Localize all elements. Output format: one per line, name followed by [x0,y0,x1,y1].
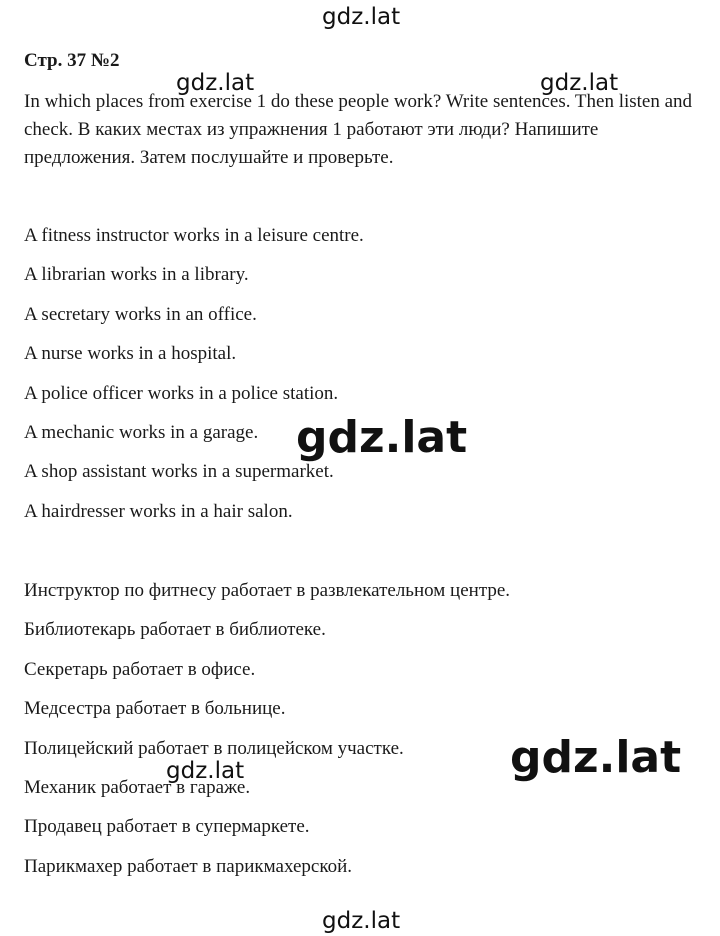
list-item: Секретарь работает в офисе. [24,658,256,680]
watermark-bottom: gdz.lat [322,908,401,934]
list-item: Парикмахер работает в парикмахерской. [24,855,353,877]
watermark-mid-right: gdz.lat [540,70,619,96]
russian-answers-list [24,579,510,894]
watermark-mid-left: gdz.lat [176,70,255,96]
watermark-lower-left: gdz.lat [166,758,245,784]
list-item: A nurse works in a hospital. [24,343,237,365]
list-item: A mechanic works in a garage. [24,421,259,443]
task-instruction: In which places from exercise 1 do these people work? Write sentences. Then listen and check. В каких местах из упражнения 1 работают эти люди? Напишите предложения. Затем послушайте и проверьте. [24,91,693,168]
page-heading: Стр. 37 №2 [24,50,120,71]
list-item: A librarian works in a library. [24,264,249,286]
list-item: Инструктор по фитнесу работает в развлекательном центре. [24,580,511,601]
list-item: A shop assistant works in a supermarket. [24,461,334,483]
list-item: Медсестра работает в больнице. [24,698,286,720]
list-item: Полицейский работает в полицейском участке. [24,737,404,759]
watermark-big-right: gdz.lat [510,732,682,783]
english-answers-list [24,224,364,539]
list-item: A police officer works in a police station. [24,382,339,404]
list-item: A secretary works in an office. [24,303,257,325]
list-item: Механик работает в гараже. [24,776,251,798]
list-item: Библиотекарь работает в библиотеке. [24,619,326,641]
watermark-top: gdz.lat [322,4,401,30]
list-item: Продавец работает в супермаркете. [24,816,310,838]
list-item: A hairdresser works in a hair salon. [24,500,293,522]
list-item: A fitness instructor works in a leisure centre. [24,225,364,246]
watermark-big-center: gdz.lat [296,412,468,463]
